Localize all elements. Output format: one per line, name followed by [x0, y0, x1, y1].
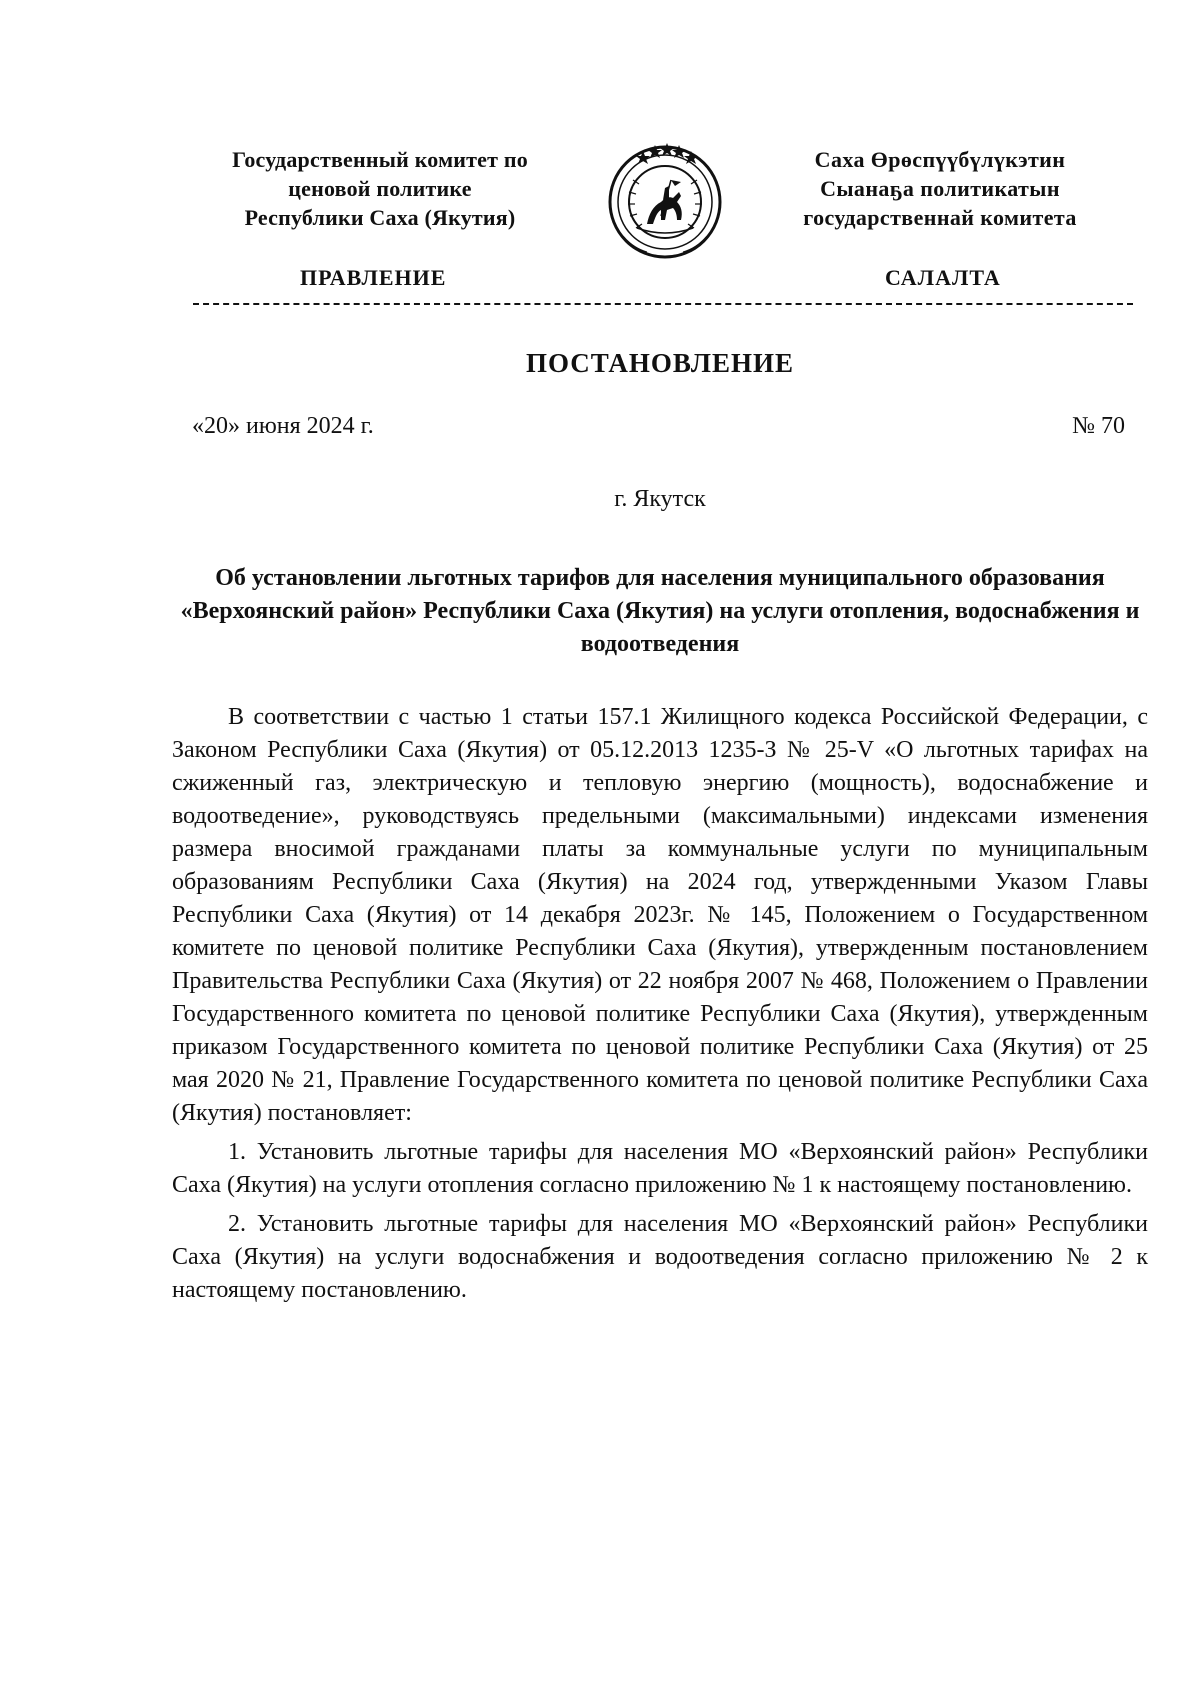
org-name-yakut-line: Сыанаҕа политикатын	[820, 176, 1060, 201]
header-divider	[193, 303, 1133, 305]
document-number: № 70	[1072, 413, 1125, 439]
org-name-russian-line: ценовой политике	[288, 176, 472, 201]
body-paragraph: 2. Установить льготные тарифы для населения МО «Верхоянский район» Республики Саха (Якутия) на услуги водоснабжения и водоотведения согласно приложению № 2 к настоящему постановлению.	[172, 1211, 1148, 1303]
document-body	[172, 701, 1148, 1307]
org-name-russian-line: Государственный комитет по	[232, 147, 528, 172]
document-type: ПОСТАНОВЛЕНИЕ	[525, 348, 795, 378]
document-date: «20» июня 2024 г.	[192, 413, 374, 439]
org-name-yakut-line: государственнай комитета	[803, 205, 1077, 230]
board-label-yakut: САЛАЛТА	[885, 265, 1001, 290]
org-name-russian-line: Республики Саха (Якутия)	[244, 205, 516, 230]
org-name-yakut	[750, 145, 1130, 232]
document-title: Об установлении льготных тарифов для населения муниципального образования «Верхоянский район» Республики Саха (Якутия) на услуги отопления, водоснабжения и водоотведения	[180, 565, 1140, 657]
board-label-russian: ПРАВЛЕНИЕ	[300, 265, 447, 290]
coat-of-arms-icon	[603, 140, 727, 264]
document-city: г. Якутск	[614, 486, 706, 512]
org-name-russian	[180, 145, 580, 232]
org-name-yakut-line: Саха Өрөспүүбүлүкэтин	[814, 147, 1066, 172]
body-paragraph: В соответствии с частью 1 статьи 157.1 Жилищного кодекса Российской Федерации, с Законом Республики Саха (Якутия) от 05.12.2013 1235-З № 25-V «О льготных тарифах на сжиженный газ, электрическую и тепловую энергию (мощность), водоснабжение и водоотведение», руководствуясь предельными (максимальными) индексами изменения размера вносимой гражданами платы за коммунальные услуги по муниципальным образованиям Республики Саха (Якутия) на 2024 год, утвержденными Указом Главы Республики Саха (Якутия) от 14 декабря 2023г. № 145, Положением о Государственном комитете по ценовой политике Республики Саха (Якутия), утвержденным постановлением Правительства Республики Саха (Якутия) от 22 ноября 2007 № 468, Положением о Правлении Государственного комитета по ценовой политике Республики Саха (Якутия), утвержденным приказом Государственного комитета по ценовой политике Республики Саха (Якутия) от 25 мая 2020 № 21, Правление Государственного комитета по ценовой политике Республики Саха (Якутия) постановляет:	[172, 704, 1148, 1126]
letterhead	[0, 140, 1200, 300]
body-paragraph: 1. Установить льготные тарифы для населения МО «Верхоянский район» Республики Саха (Якутия) на услуги отопления согласно приложению № 1 к настоящему постановлению.	[172, 1139, 1148, 1198]
